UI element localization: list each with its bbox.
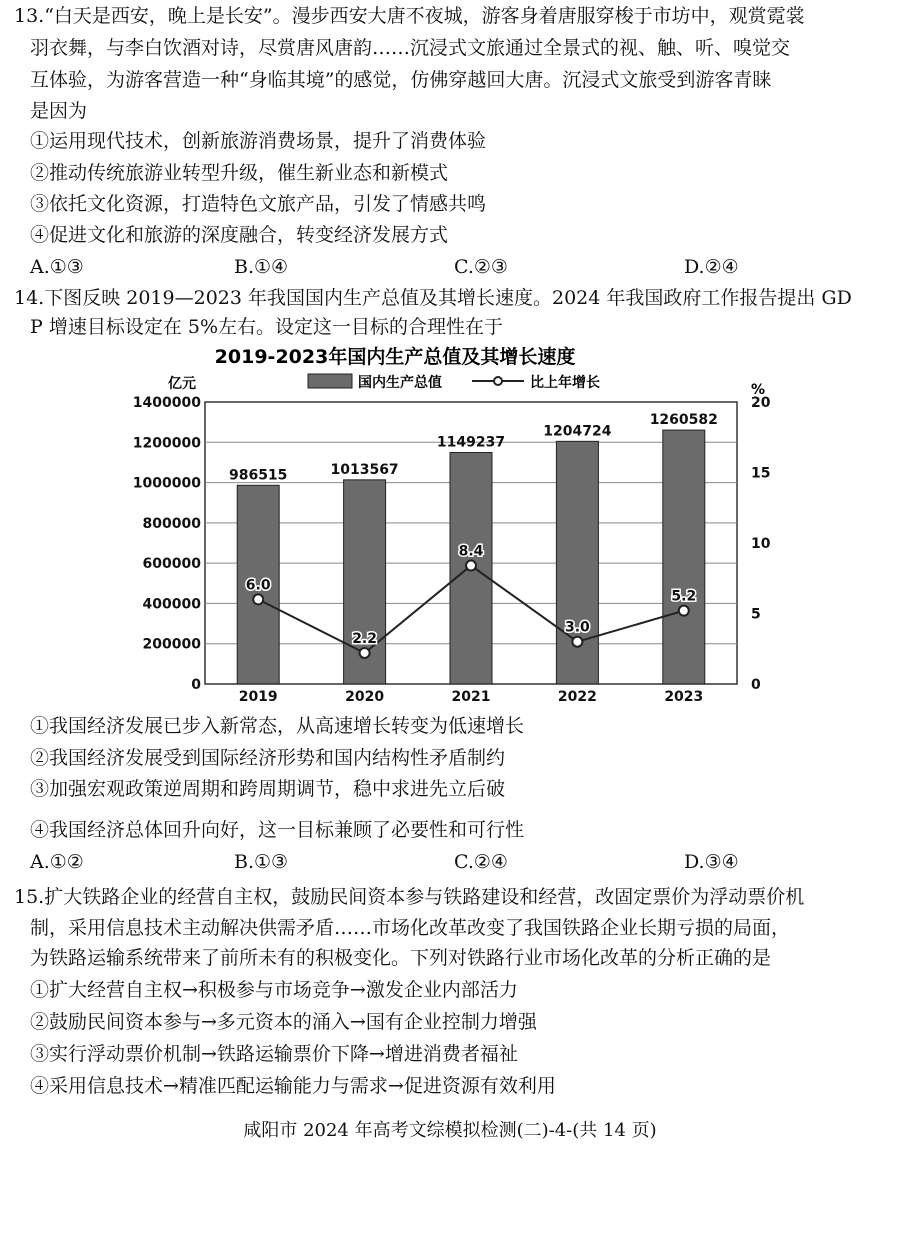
x-tick-label: 2021 xyxy=(451,689,491,705)
q15-stem-line-3: 为铁路运输系统带来了前所未有的积极变化。下列对铁路行业市场化改革的分析正确的是 xyxy=(30,947,772,969)
q14-item-1: ①我国经济发展已步入新常态，从高速增长转变为低速增长 xyxy=(30,715,525,737)
q14-option-d[interactable]: D.③④ xyxy=(684,851,739,873)
y-left-tick-label: 1200000 xyxy=(132,435,201,452)
q14-item-3: ③加强宏观政策逆周期和跨周期调节，稳中求进先立后破 xyxy=(30,778,506,800)
q15-item-3: ③实行浮动票价机制→铁路运输票价下降→增进消费者福祉 xyxy=(30,1043,518,1065)
q13-option-d[interactable]: D.②④ xyxy=(684,256,739,278)
q15-stem-line-2: 制，采用信息技术主动解决供需矛盾……市场化改革改变了我国铁路企业长期亏损的局面， xyxy=(30,917,791,939)
y-left-tick-label: 200000 xyxy=(142,636,201,653)
growth-point xyxy=(572,637,582,647)
q14-stem-line-2: P 增速目标设定在 5%左右。设定这一目标的合理性在于 xyxy=(30,316,504,338)
q14-stem-line-1: 14.下图反映 2019—2023 年我国国内生产总值及其增长速度。2024 年我国政府工作报告提出 GD xyxy=(14,287,852,309)
q15-stem-line-1: 15.扩大铁路企业的经营自主权，鼓励民间资本参与铁路建设和经营，改固定票价为浮动票价机 xyxy=(14,886,805,908)
q13-stem-line-1: 13.“白天是西安，晚上是长安”。漫步西安大唐不夜城，游客身着唐服穿梭于市坊中，观赏霓裳 xyxy=(14,5,805,27)
growth-point-label: 3.0 xyxy=(564,619,590,636)
growth-point-label: 5.2 xyxy=(671,588,697,605)
legend-bar-label: 国内生产总值 xyxy=(358,375,442,391)
growth-point xyxy=(253,594,263,604)
gdp-bar xyxy=(663,430,705,684)
q13-stem-line-2: 羽衣舞，与李白饮酒对诗，尽赏唐风唐韵……沉浸式文旅通过全景式的视、触、听、嗅觉交 xyxy=(30,37,791,59)
gdp-bar-value-label: 1260582 xyxy=(649,412,718,429)
legend-bar-swatch xyxy=(308,374,352,388)
plot-area xyxy=(133,395,771,705)
q13-options xyxy=(30,253,870,281)
gdp-bar-value-label: 1013567 xyxy=(330,461,399,478)
gdp-bar-value-label: 1149237 xyxy=(436,434,506,451)
q14-item-2: ②我国经济发展受到国际经济形势和国内结构性矛盾制约 xyxy=(30,747,506,769)
q14-option-c[interactable]: C.②④ xyxy=(454,851,508,873)
y-left-tick-label: 400000 xyxy=(142,596,201,613)
q13-option-c[interactable]: C.②③ xyxy=(454,256,508,278)
growth-point-label: 6.0 xyxy=(245,577,271,594)
q13-option-a[interactable]: A.①③ xyxy=(30,256,84,278)
y-right-tick-label: 10 xyxy=(751,536,771,552)
q13-item-1: ①运用现代技术，创新旅游消费场景，提升了消费体验 xyxy=(30,130,487,152)
y-left-unit: 亿元 xyxy=(168,376,196,392)
y-left-tick-label: 1000000 xyxy=(132,475,201,492)
growth-point-label: 2.2 xyxy=(352,630,378,647)
gdp-chart xyxy=(130,338,780,706)
q14-item-4: ④我国经济总体回升向好，这一目标兼顾了必要性和可行性 xyxy=(30,819,525,841)
x-tick-label: 2019 xyxy=(238,689,278,705)
y-left-tick-label: 0 xyxy=(191,677,201,693)
growth-point xyxy=(360,648,370,658)
q15-item-2: ②鼓励民间资本参与→多元资本的涌入→国有企业控制力增强 xyxy=(30,1011,537,1033)
x-tick-label: 2020 xyxy=(345,689,385,705)
growth-point-label: 8.4 xyxy=(458,543,484,560)
y-right-tick-label: 0 xyxy=(751,677,761,693)
q14-option-a[interactable]: A.①② xyxy=(30,851,84,873)
q13-stem-line-4: 是因为 xyxy=(30,100,88,122)
y-left-tick-label: 600000 xyxy=(142,556,201,573)
q13-item-4: ④促进文化和旅游的深度融合，转变经济发展方式 xyxy=(30,224,449,246)
y-left-tick-label: 1400000 xyxy=(132,395,201,411)
y-left-tick-label: 800000 xyxy=(142,515,201,532)
q13-stem-line-3: 互体验，为游客营造一种“身临其境”的感觉，仿佛穿越回大唐。沉浸式文旅受到游客青睐 xyxy=(30,69,772,91)
legend-line-marker xyxy=(494,377,502,385)
growth-point xyxy=(679,606,689,616)
gdp-bar-value-label: 1204724 xyxy=(543,423,612,440)
growth-point xyxy=(466,561,476,571)
y-right-tick-label: 5 xyxy=(751,606,761,623)
page-footer: 咸阳市 2024 年高考文综模拟检测(二)-4-(共 14 页) xyxy=(243,1120,657,1141)
q15-item-4: ④采用信息技术→精准匹配运输能力与需求→促进资源有效利用 xyxy=(30,1075,556,1097)
chart-legend xyxy=(308,374,600,391)
q14-options xyxy=(30,848,870,876)
y-right-unit: % xyxy=(750,382,766,398)
x-tick-label: 2023 xyxy=(664,689,704,705)
gdp-bar-value-label: 986515 xyxy=(228,467,288,484)
q14-option-b[interactable]: B.①③ xyxy=(234,851,289,873)
x-tick-label: 2022 xyxy=(557,689,597,705)
legend-line-label: 比上年增长 xyxy=(530,375,600,391)
chart-title: 2019-2023年国内生产总值及其增长速度 xyxy=(214,346,576,368)
q15-item-1: ①扩大经营自主权→积极参与市场竞争→激发企业内部活力 xyxy=(30,979,518,1001)
y-right-tick-label: 20 xyxy=(751,395,771,411)
y-right-tick-label: 15 xyxy=(751,465,771,482)
q13-item-2: ②推动传统旅游业转型升级，催生新业态和新模式 xyxy=(30,162,449,184)
q13-item-3: ③依托文化资源，打造特色文旅产品，引发了情感共鸣 xyxy=(30,193,487,215)
q13-option-b[interactable]: B.①④ xyxy=(234,256,289,278)
